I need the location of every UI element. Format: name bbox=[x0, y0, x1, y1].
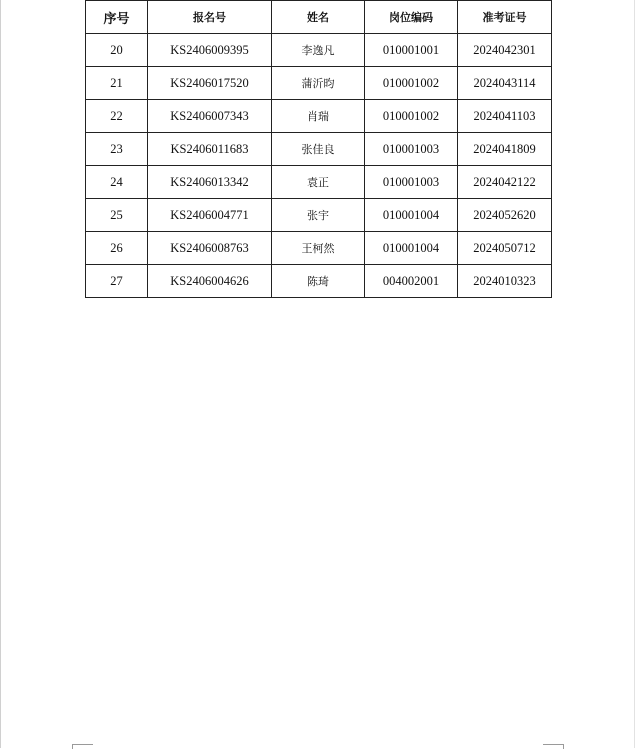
cell-seq: 23 bbox=[86, 133, 148, 166]
cell-reg-no: KS2406017520 bbox=[148, 67, 272, 100]
cell-ticket-no: 2024041103 bbox=[458, 100, 552, 133]
cell-reg-no: KS2406008763 bbox=[148, 232, 272, 265]
cell-name: 张宇 bbox=[272, 199, 365, 232]
page-corner-mark-right bbox=[543, 744, 564, 749]
cell-seq: 24 bbox=[86, 166, 148, 199]
cell-ticket-no: 2024050712 bbox=[458, 232, 552, 265]
cell-ticket-no: 2024010323 bbox=[458, 265, 552, 298]
cell-name: 蒲沂昀 bbox=[272, 67, 365, 100]
table-row bbox=[86, 265, 552, 298]
header-ticket-no: 准考证号 bbox=[458, 1, 552, 34]
cell-ticket-no: 2024042301 bbox=[458, 34, 552, 67]
cell-name: 肖瑞 bbox=[272, 100, 365, 133]
table-row bbox=[86, 133, 552, 166]
page-edge-left bbox=[0, 0, 1, 748]
cell-seq: 26 bbox=[86, 232, 148, 265]
cell-post-code: 004002001 bbox=[365, 265, 458, 298]
cell-seq: 22 bbox=[86, 100, 148, 133]
cell-name: 张佳良 bbox=[272, 133, 365, 166]
header-reg-no: 报名号 bbox=[148, 1, 272, 34]
table-row bbox=[86, 67, 552, 100]
table-header-row bbox=[86, 1, 552, 34]
cell-name: 袁正 bbox=[272, 166, 365, 199]
table-row bbox=[86, 166, 552, 199]
cell-seq: 20 bbox=[86, 34, 148, 67]
cell-ticket-no: 2024041809 bbox=[458, 133, 552, 166]
cell-post-code: 010001001 bbox=[365, 34, 458, 67]
cell-post-code: 010001003 bbox=[365, 166, 458, 199]
table-row bbox=[86, 100, 552, 133]
cell-post-code: 010001004 bbox=[365, 199, 458, 232]
cell-ticket-no: 2024052620 bbox=[458, 199, 552, 232]
page-corner-mark-left bbox=[72, 744, 93, 749]
cell-ticket-no: 2024042122 bbox=[458, 166, 552, 199]
cell-seq: 21 bbox=[86, 67, 148, 100]
cell-seq: 27 bbox=[86, 265, 148, 298]
cell-reg-no: KS2406011683 bbox=[148, 133, 272, 166]
cell-reg-no: KS2406007343 bbox=[148, 100, 272, 133]
header-name: 姓名 bbox=[272, 1, 365, 34]
cell-post-code: 010001004 bbox=[365, 232, 458, 265]
cell-reg-no: KS2406013342 bbox=[148, 166, 272, 199]
cell-name: 王柯然 bbox=[272, 232, 365, 265]
header-seq: 序号 bbox=[86, 1, 148, 34]
candidate-table bbox=[85, 0, 552, 298]
cell-ticket-no: 2024043114 bbox=[458, 67, 552, 100]
cell-name: 陈琦 bbox=[272, 265, 365, 298]
cell-post-code: 010001002 bbox=[365, 67, 458, 100]
table-row bbox=[86, 232, 552, 265]
header-post-code: 岗位编码 bbox=[365, 1, 458, 34]
cell-seq: 25 bbox=[86, 199, 148, 232]
cell-reg-no: KS2406004626 bbox=[148, 265, 272, 298]
cell-post-code: 010001003 bbox=[365, 133, 458, 166]
table-row bbox=[86, 34, 552, 67]
cell-name: 李逸凡 bbox=[272, 34, 365, 67]
cell-post-code: 010001002 bbox=[365, 100, 458, 133]
cell-reg-no: KS2406009395 bbox=[148, 34, 272, 67]
table-row bbox=[86, 199, 552, 232]
cell-reg-no: KS2406004771 bbox=[148, 199, 272, 232]
